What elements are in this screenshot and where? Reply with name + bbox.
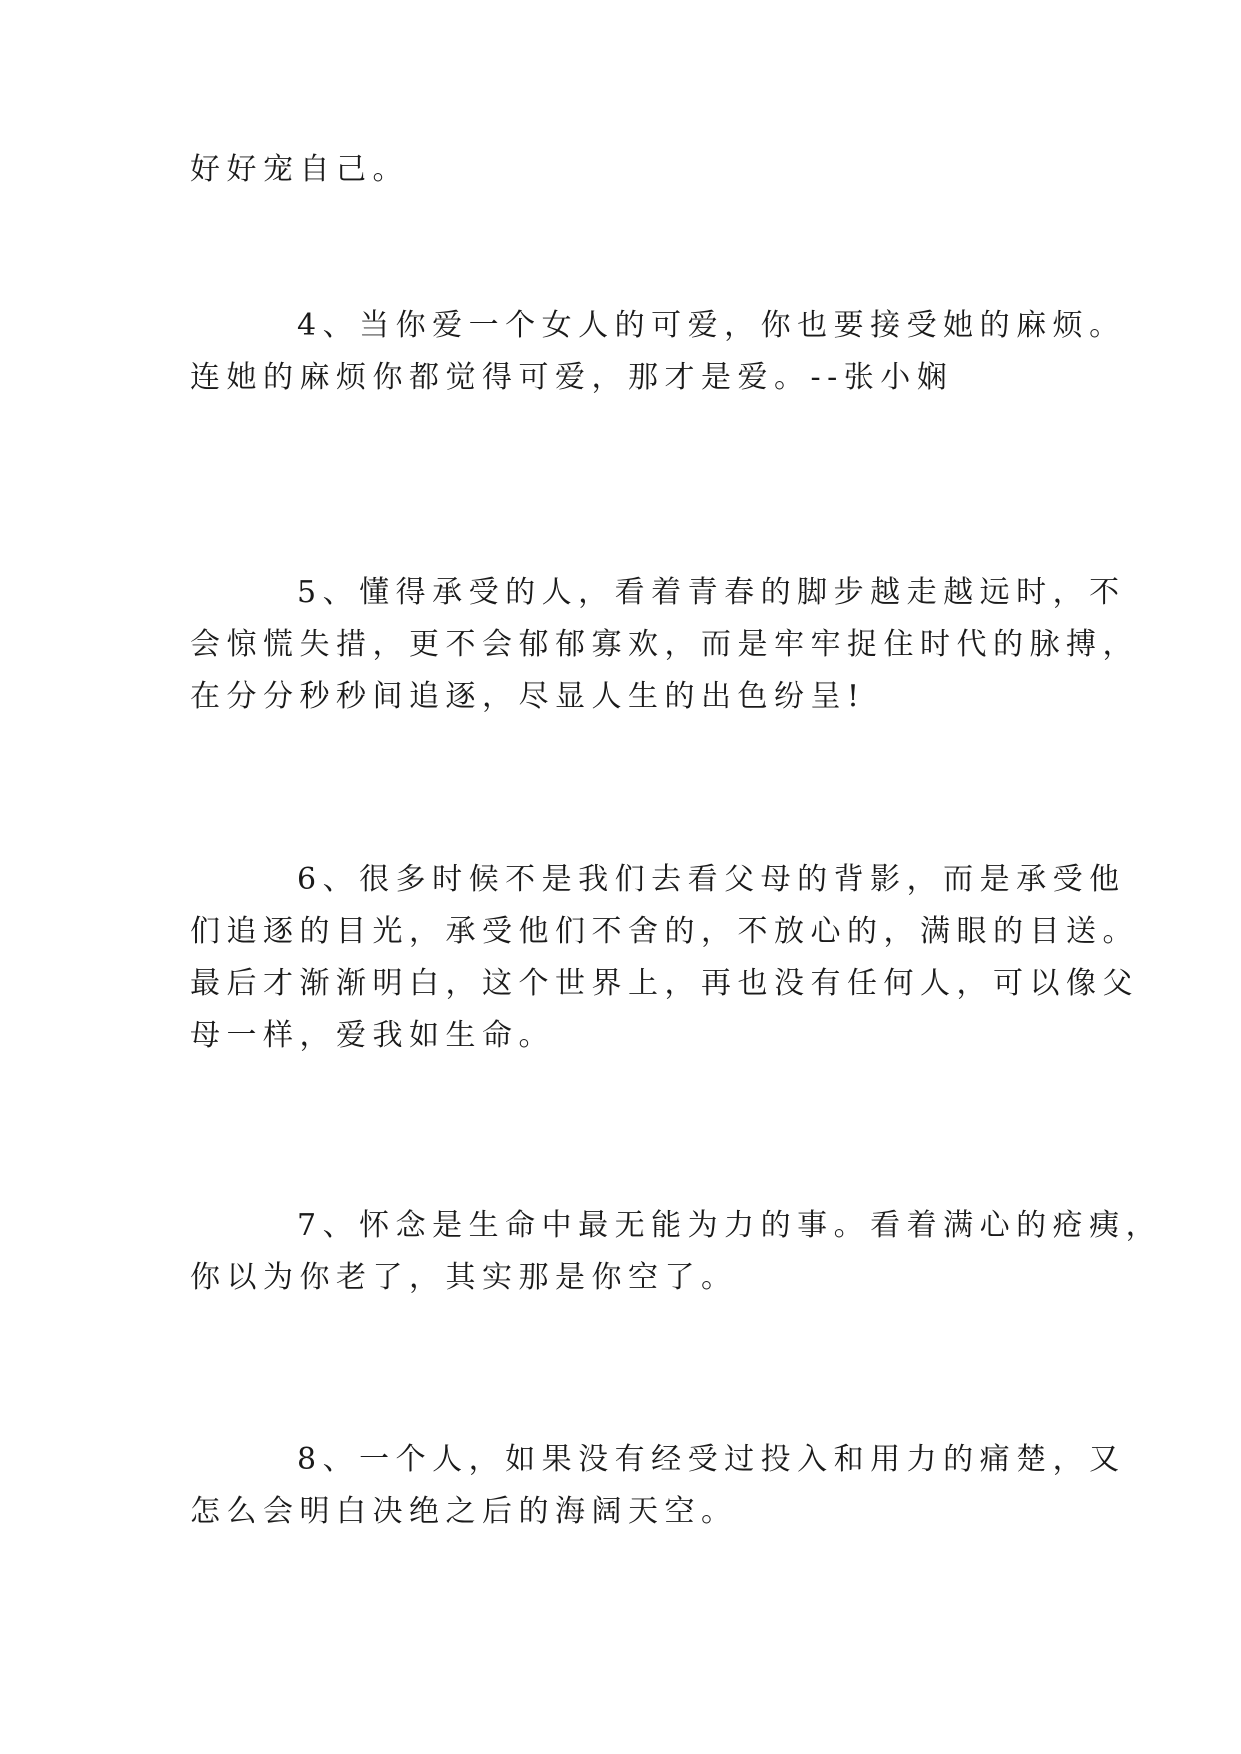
paragraph-line: 4、当你爱一个女人的可爱，你也要接受她的麻烦。 — [297, 308, 1126, 343]
paragraph-line: 5、懂得承受的人，看着青春的脚步越走越远时，不 — [297, 575, 1126, 610]
paragraph-line: 好好宠自己。 — [190, 152, 409, 187]
paragraph-line: 6、很多时候不是我们去看父母的背影，而是承受他 — [297, 862, 1126, 897]
paragraph-line: 母一样，爱我如生命。 — [190, 1018, 555, 1053]
paragraph-line: 连她的麻烦你都觉得可爱，那才是爱。--张小娴 — [190, 360, 954, 395]
paragraph-line: 们追逐的目光，承受他们不舍的，不放心的，满眼的目送。 — [190, 914, 1139, 949]
paragraph-line: 8、一个人，如果没有经受过投入和用力的痛楚，又 — [297, 1442, 1126, 1477]
paragraph-line: 在分分秒秒间追逐，尽显人生的出色纷呈! — [190, 679, 866, 714]
paragraph-line: 你以为你老了，其实那是你空了。 — [190, 1260, 738, 1295]
paragraph-line: 最后才渐渐明白，这个世界上，再也没有任何人，可以像父 — [190, 966, 1139, 1001]
paragraph-line: 怎么会明白决绝之后的海阔天空。 — [190, 1494, 738, 1529]
paragraph-line: 7、怀念是生命中最无能为力的事。看着满心的疮痍， — [297, 1208, 1163, 1243]
paragraph-line: 会惊慌失措，更不会郁郁寡欢，而是牢牢捉住时代的脉搏， — [190, 627, 1139, 662]
